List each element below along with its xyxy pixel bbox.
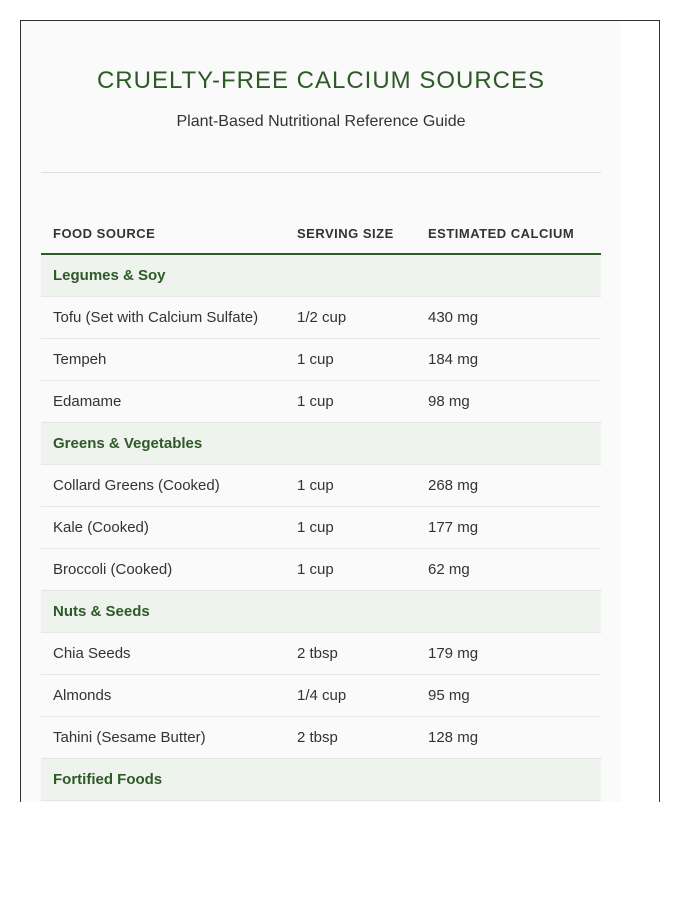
column-header-estimated-calcium: ESTIMATED CALCIUM xyxy=(416,213,601,254)
column-header-food-source: FOOD SOURCE xyxy=(41,213,285,254)
table-row xyxy=(41,717,601,759)
page-title: CRUELTY-FREE CALCIUM SOURCES xyxy=(96,67,546,94)
table-row xyxy=(41,675,601,717)
category-row-fortified-foods xyxy=(41,759,601,801)
calcium-cell: 430 mg xyxy=(416,297,601,339)
serving-size-cell: 2 tbsp xyxy=(285,717,416,759)
table-row xyxy=(41,297,601,339)
food-source-cell: Broccoli (Cooked) xyxy=(41,549,285,591)
serving-size-cell: 1/4 cup xyxy=(285,675,416,717)
serving-size-cell: 1 cup xyxy=(285,339,416,381)
category-row-greens-vegetables xyxy=(41,423,601,465)
table-row xyxy=(41,465,601,507)
column-header-serving-size: SERVING SIZE xyxy=(285,213,416,254)
category-label: Fortified Foods xyxy=(41,759,601,801)
calcium-cell: 268 mg xyxy=(416,465,601,507)
category-row-legumes-soy xyxy=(41,254,601,297)
reference-card xyxy=(21,21,621,802)
serving-size-cell: 1 cup xyxy=(285,465,416,507)
table-row xyxy=(41,549,601,591)
table-row xyxy=(41,339,601,381)
calcium-cell: 177 mg xyxy=(416,507,601,549)
food-source-cell: Kale (Cooked) xyxy=(41,507,285,549)
calcium-cell: 98 mg xyxy=(416,381,601,423)
table-row xyxy=(41,381,601,423)
food-source-cell: Tofu (Set with Calcium Sulfate) xyxy=(41,297,285,339)
serving-size-cell: 1/2 cup xyxy=(285,297,416,339)
header-divider xyxy=(41,172,601,173)
calcium-cell: 128 mg xyxy=(416,717,601,759)
table-row xyxy=(41,633,601,675)
food-source-cell: Edamame xyxy=(41,381,285,423)
food-source-cell: Almonds xyxy=(41,675,285,717)
serving-size-cell: 1 cup xyxy=(285,507,416,549)
table-header-row xyxy=(41,213,601,254)
page-subtitle: Plant-Based Nutritional Reference Guide xyxy=(176,113,466,130)
calcium-cell: 62 mg xyxy=(416,549,601,591)
serving-size-cell: 1 cup xyxy=(285,381,416,423)
serving-size-cell: 1 cup xyxy=(285,549,416,591)
food-source-cell: Collard Greens (Cooked) xyxy=(41,465,285,507)
category-row-nuts-seeds xyxy=(41,591,601,633)
category-label: Nuts & Seeds xyxy=(41,591,601,633)
calcium-cell: 95 mg xyxy=(416,675,601,717)
calcium-cell: 184 mg xyxy=(416,339,601,381)
food-source-cell: Tahini (Sesame Butter) xyxy=(41,717,285,759)
food-source-cell: Tempeh xyxy=(41,339,285,381)
calcium-table xyxy=(41,213,601,801)
category-label: Legumes & Soy xyxy=(41,254,601,297)
table-row xyxy=(41,507,601,549)
calcium-cell: 179 mg xyxy=(416,633,601,675)
serving-size-cell: 2 tbsp xyxy=(285,633,416,675)
food-source-cell: Chia Seeds xyxy=(41,633,285,675)
category-label: Greens & Vegetables xyxy=(41,423,601,465)
